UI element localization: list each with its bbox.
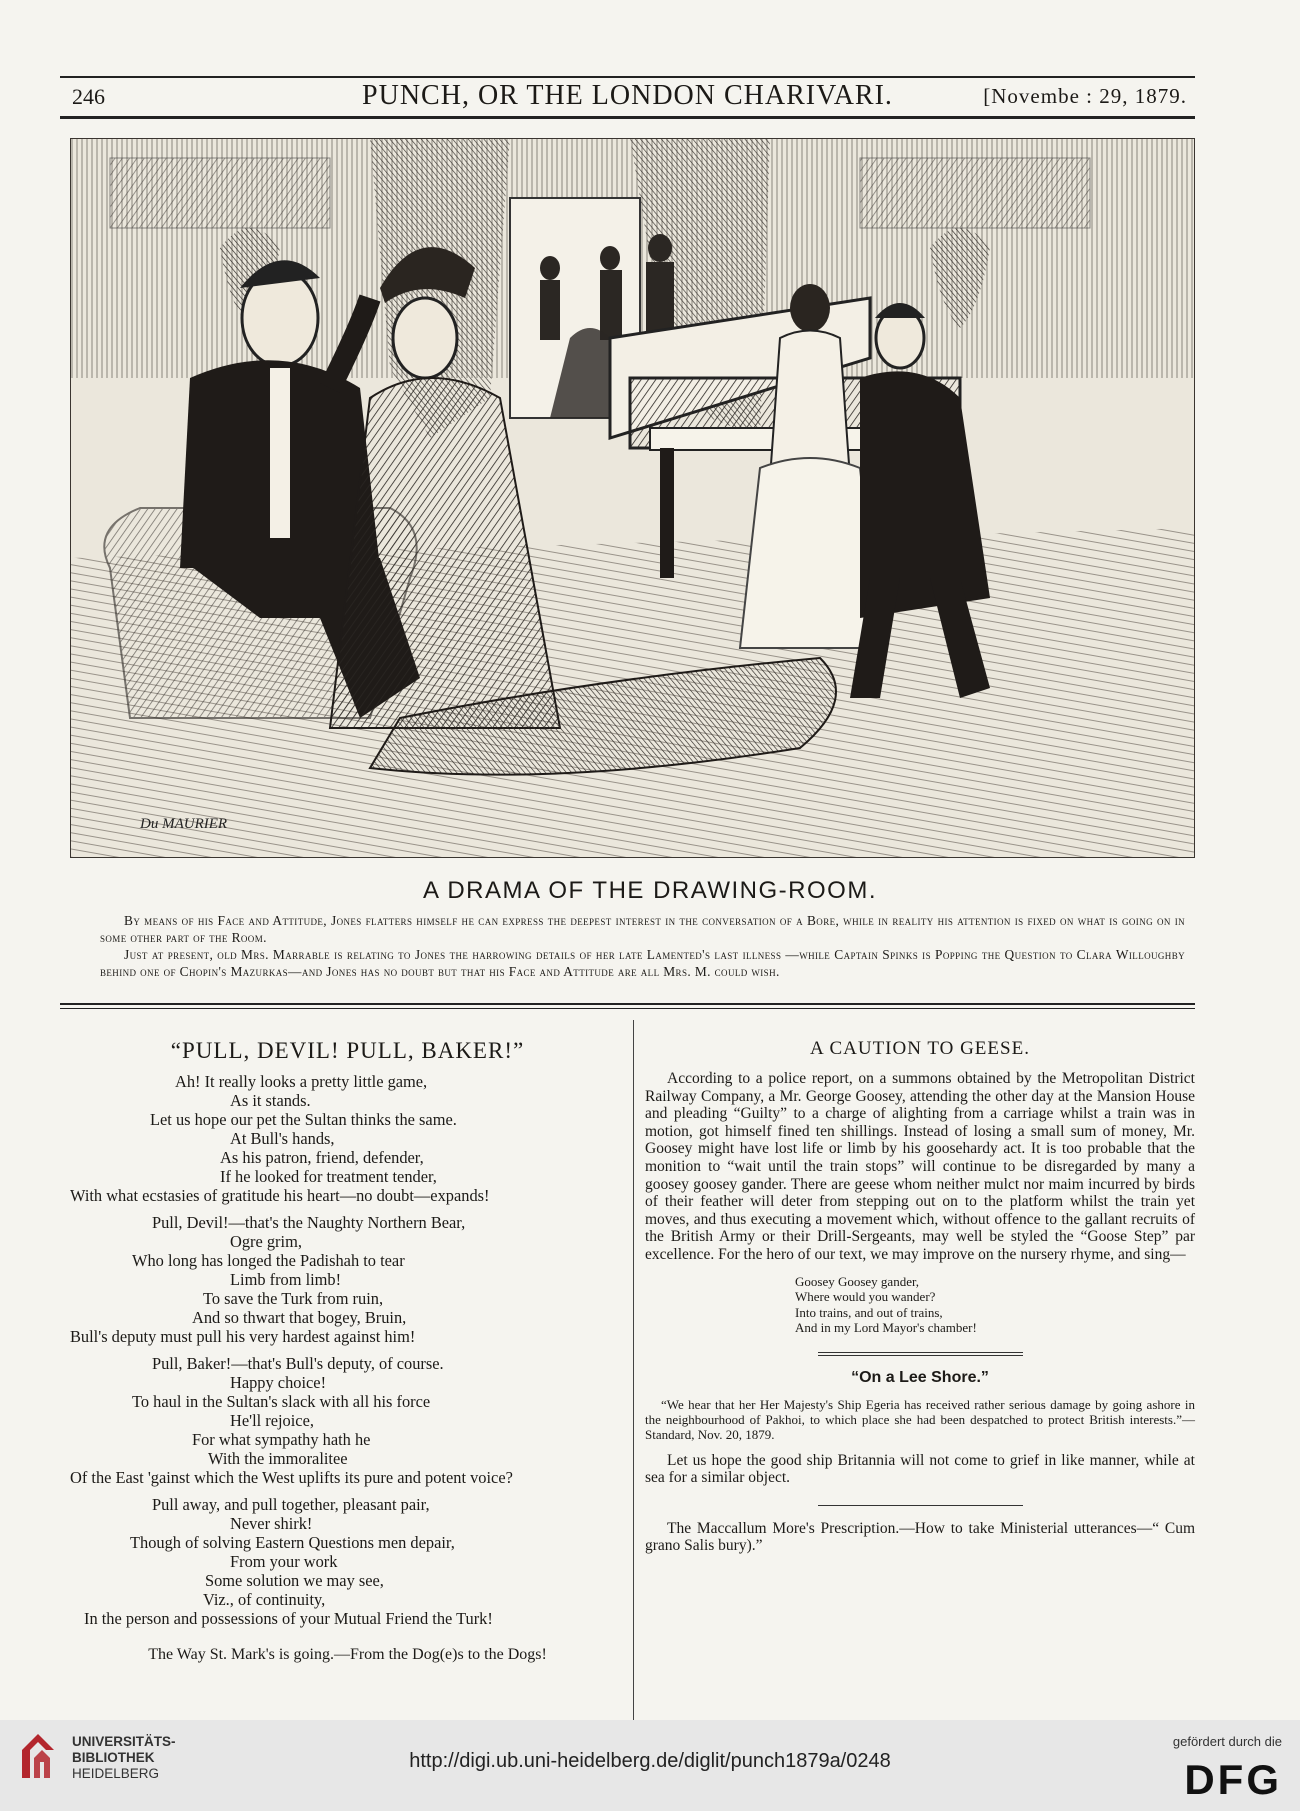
poem-line: Bull's deputy must pull his very hardest against him! xyxy=(70,1327,416,1346)
poem-line: To save the Turk from ruin, xyxy=(203,1289,384,1308)
caption-paragraph-2: Just at present, old Mrs. Marrable is relating to Jones the harrowing details of her late Lamented's last illness —while Captain Spinks is Popping the Question to Clara Willoughby behind one of Chopin's Mazurkas—and Jones has no doubt but that his Face and Attitude are all Mrs. M. could wish. xyxy=(100,947,1185,979)
source-url[interactable]: http://digi.ub.uni-heidelberg.de/diglit/punch1879a/0248 xyxy=(409,1750,891,1772)
poem-line: From your work xyxy=(230,1552,338,1571)
section-rule xyxy=(60,1003,1195,1005)
nursery-verse xyxy=(795,1274,1195,1336)
poem-line: If he looked for treatment tender, xyxy=(220,1167,437,1186)
poem-line: To haul in the Sultan's slack with all his force xyxy=(132,1392,431,1411)
poem-line: And so thwart that bogey, Bruin, xyxy=(192,1308,407,1327)
poem-title: “PULL, DEVIL! PULL, BAKER!” xyxy=(170,1038,525,1063)
poem-line: Viz., of continuity, xyxy=(203,1590,326,1609)
artist-signature: Du MAURIER xyxy=(140,816,228,832)
poem-line: As it stands. xyxy=(230,1091,311,1110)
article-body: According to a police report, on a summons obtained by the Metropolitan District Railway Company, a Mr. George Goosey, attending the other day at the Mansion House and pleading “Guilty” to a charge of alighting from a carriage whilst a train was in motion, got himself fined ten shillings. Instead of losing a small sum of money, Mr. Goosey might have lost life or limb by his goosehardy act. It is too probable that the monition to “wait until the train stops” will continue to be disregarded by many a goosey goosey gander. There are geese whom neither mulct nor maim incurred by birds of their feather will deter from stepping out on to the platform whilst the train yet moves, and thus executing a movement which, without offence to the gallant recruits of the British Army or their Drill-Sergeants, may well be styled the “Goose Step” par excellence. For the hero of our text, we may improve on the nursery rhyme, and sing— xyxy=(645,1070,1195,1263)
poem-line: For what sympathy hath he xyxy=(192,1430,371,1449)
poem-line: Ah! It really looks a pretty little game, xyxy=(175,1072,428,1091)
section-rule-2 xyxy=(60,1008,1195,1009)
poem-line: Though of solving Eastern Questions men depair, xyxy=(130,1533,455,1552)
article-title: A CAUTION TO GEESE. xyxy=(810,1038,1030,1059)
poem-line: At Bull's hands, xyxy=(230,1129,335,1148)
poem-stanza-1 xyxy=(70,1072,625,1205)
drawing-room-engraving xyxy=(70,138,1195,858)
lee-shore-title: “On a Lee Shore.” xyxy=(851,1368,989,1386)
verse-line: Goosey Goosey gander, xyxy=(795,1273,920,1289)
poem-line: As his patron, friend, defender, xyxy=(220,1148,424,1167)
left-column xyxy=(70,1028,625,1664)
library-name-line-1: UNIVERSITÄTS- xyxy=(72,1734,176,1749)
rule-separator xyxy=(818,1505,1023,1506)
digitization-footer xyxy=(0,1720,1300,1811)
double-rule-separator xyxy=(818,1352,1023,1353)
st-marks-squib: The Way St. Mark's is going.—From the Dog(e)s to the Dogs! xyxy=(148,1646,547,1663)
cartoon-illustration xyxy=(70,138,1195,858)
page-number: 246 xyxy=(72,84,105,109)
maccallum-squib: The Maccallum More's Prescription.—How to take Ministerial utterances—“ Cum grano Salis bury).” xyxy=(645,1519,1195,1555)
library-name-line-3: HEIDELBERG xyxy=(72,1766,160,1781)
poem-line: Limb from limb! xyxy=(230,1270,342,1289)
poem-line: Let us hope our pet the Sultan thinks the same. xyxy=(150,1110,457,1129)
dfg-logo: DFG xyxy=(1184,1756,1282,1803)
issue-date: [Novembe : 29, 1879. xyxy=(983,84,1187,108)
cartoon-caption xyxy=(100,912,1185,980)
verse-line: Where would you wander? xyxy=(795,1289,936,1305)
poem-line: Who long has longed the Padishah to tear xyxy=(132,1251,405,1270)
poem-stanza-4 xyxy=(70,1495,625,1628)
poem-stanza-3 xyxy=(70,1354,625,1487)
poem-line: He'll rejoice, xyxy=(230,1411,314,1430)
verse-line: And in my Lord Mayor's chamber! xyxy=(795,1320,977,1336)
header-top-rule xyxy=(60,76,1195,78)
header-bottom-rule xyxy=(60,116,1195,119)
lee-shore-quote: “We hear that her Her Majesty's Ship Egeria has received rather serious damage by going ashore in the neighbourhood of Pakhoi, to which place she had been despatched to protect British interests.”—Standard, Nov. 20, 1879. xyxy=(645,1396,1195,1442)
poem-line: Pull, Baker!—that's Bull's deputy, of course. xyxy=(152,1354,444,1373)
poem-line: Never shirk! xyxy=(230,1514,313,1533)
poem-stanza-2 xyxy=(70,1213,625,1346)
cartoon-title: A DRAMA OF THE DRAWING-ROOM. xyxy=(422,877,878,904)
poem-line: Of the East 'gainst which the West uplifts its pure and potent voice? xyxy=(70,1468,513,1487)
wall-picture-left xyxy=(110,158,330,228)
verse-line: Into trains, and out of trains, xyxy=(795,1304,943,1320)
column-divider xyxy=(633,1020,634,1780)
poem-line: Happy choice! xyxy=(230,1373,327,1392)
library-name-line-2: BIBLIOTHEK xyxy=(72,1750,155,1765)
poem-line: Ogre grim, xyxy=(230,1232,302,1251)
page-header xyxy=(60,80,1195,116)
poem-line: Pull away, and pull together, pleasant pair, xyxy=(152,1495,430,1514)
lee-shore-body: Let us hope the good ship Britannia will not come to grief in like manner, while at sea for a similar object. xyxy=(645,1451,1195,1487)
caption-paragraph-1: By means of his Face and Attitude, Jones flatters himself he can express the deepest interest in the conversation of a Bore, while in reality his attention is fixed on what is going on in some other part of the Room. xyxy=(100,913,1185,945)
poem-line: Pull, Devil!—that's the Naughty Northern Bear, xyxy=(152,1213,466,1232)
funding-label: gefördert durch die xyxy=(1172,1734,1282,1749)
wall-picture-right xyxy=(860,158,1090,228)
poem-line: In the person and possessions of your Mutual Friend the Turk! xyxy=(84,1609,493,1628)
poem-line: Some solution we may see, xyxy=(205,1571,384,1590)
poem-line: With the immoralitee xyxy=(208,1449,348,1468)
journal-title: PUNCH, OR THE LONDON CHARIVARI. xyxy=(362,80,893,111)
right-column xyxy=(645,1028,1195,1555)
poem-line: With what ecstasies of gratitude his heart—no doubt—expands! xyxy=(70,1186,490,1205)
